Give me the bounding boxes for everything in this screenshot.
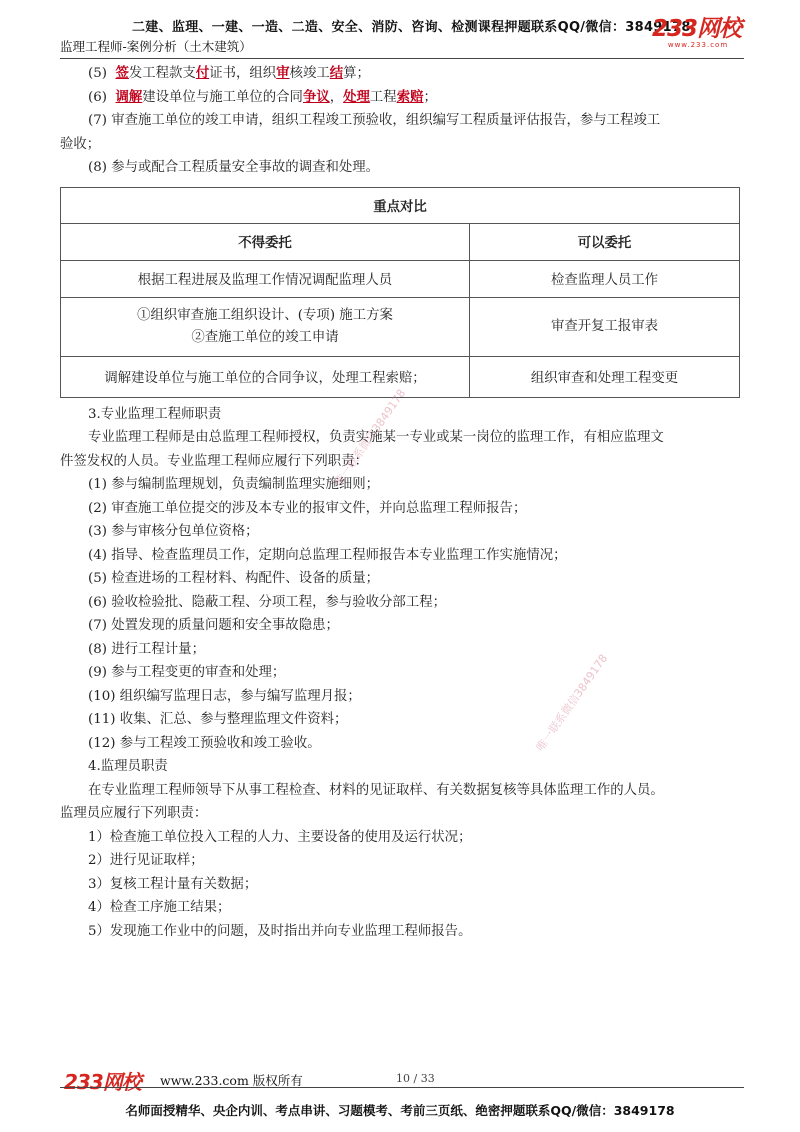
list-item: (8) 进行工程计量； <box>88 641 205 657</box>
table-row <box>61 260 740 297</box>
duty-item-7-cont: 验收； <box>60 136 101 152</box>
list-item: (7) 处置发现的质量问题和安全事故隐患； <box>88 618 339 633</box>
list-item: 2）进行见证取样； <box>88 853 204 868</box>
list-item: (4) 指导、检查监理员工作，定期向总监理工程师报告本专业监理工作实施情况； <box>88 547 567 563</box>
section-3-heading: 3.专业监理工程师职责 <box>88 406 222 422</box>
footer-divider <box>60 1087 744 1088</box>
logo-text: 233网校 <box>652 16 742 42</box>
duty-item-7: (7) 审查施工单位的竣工申请，组织工程竣工预验收，组织编写工程质量评估报告，参与工程竣工 <box>88 113 661 128</box>
list-item: 5）发现施工作业中的问题，及时指出并向专业监理工程师报告。 <box>88 923 472 939</box>
section-4-heading: 4.监理员职责 <box>88 759 168 774</box>
table-cell-right: 检查监理人员工作 <box>470 260 740 297</box>
footer-logo: 233网校 <box>64 1070 141 1094</box>
list-item: (9) 参与工程变更的审查和处理； <box>88 665 286 680</box>
comparison-table <box>60 187 740 398</box>
column-header-delegable: 可以委托 <box>470 223 740 260</box>
header-divider <box>60 58 744 59</box>
list-item: 1）检查施工单位投入工程的人力、主要设备的使用及运行状况； <box>88 829 472 845</box>
watermark: 唯一联系微信3849178 <box>331 386 409 489</box>
list-item: (11) 收集、汇总、参与整理监理文件资料； <box>88 712 348 727</box>
header-subtitle: 监理工程师-案例分析（土木建筑） <box>60 39 252 54</box>
column-header-not-delegable: 不得委托 <box>61 223 470 260</box>
table-cell-right: 审查开复工报审表 <box>470 297 740 356</box>
table-cell-left: 调解建设单位与施工单位的合同争议，处理工程索赔； <box>61 356 470 397</box>
page-header <box>60 14 744 58</box>
list-item: 3）复核工程计量有关数据； <box>88 876 258 892</box>
watermark: 唯一联系微信3849178 <box>533 651 611 754</box>
duty-item-5: (5) 签发工程款支付证书，组织审核竣工结算； <box>88 65 370 81</box>
list-item: (5) 检查进场的工程材料、构配件、设备的质量； <box>88 571 380 586</box>
list-item: (1) 参与编制监理规划，负责编制监理实施细则； <box>88 477 380 492</box>
document-body <box>60 62 744 943</box>
table-cell-left: 根据工程进展及监理工作情况调配监理人员 <box>61 260 470 297</box>
table-cell-right: 组织审查和处理工程变更 <box>470 356 740 397</box>
duty-item-6: (6) 调解建设单位与施工单位的合同争议，处理工程索赔； <box>88 88 437 105</box>
section-3-intro: 专业监理工程师是由总监理工程师授权，负责实施某一专业或某一岗位的监理工作，有相应监理文 <box>88 430 664 445</box>
brand-logo <box>652 17 744 57</box>
footer-contact-line: 名师面授精华、央企内训、考点串讲、习题模考、考前三页纸、绝密押题联系QQ/微信：3849178 <box>125 1103 675 1118</box>
table-cell-left: ①组织审查施工组织设计、(专项) 施工方案 ②查施工单位的竣工申请 <box>61 297 470 356</box>
list-item: (2) 审查施工单位提交的涉及本专业的报审文件，并向总监理工程师报告； <box>88 500 527 516</box>
section-3-intro-cont: 件签发权的人员。专业监理工程师应履行下列职责： <box>60 453 368 469</box>
header-contact-line: 二建、监理、一建、一造、二造、安全、消防、咨询、检测课程押题联系QQ/微信：3849178 <box>132 20 691 35</box>
table-title: 重点对比 <box>61 187 740 223</box>
list-item: 4）检查工序施工结果； <box>88 900 231 915</box>
page-number: 10 / 33 <box>396 1072 435 1085</box>
list-item: (12) 参与工程竣工预验收和竣工验收。 <box>88 735 321 751</box>
section-4-intro-cont: 监理员应履行下列职责： <box>60 806 208 821</box>
footer-copyright: www.233.com 版权所有 <box>160 1073 303 1088</box>
duty-item-8: (8) 参与或配合工程质量安全事故的调查和处理。 <box>88 160 380 175</box>
list-item: (3) 参与审核分包单位资格； <box>88 524 259 539</box>
table-row <box>61 297 740 356</box>
logo-url: www.233.com <box>667 41 729 49</box>
list-item: (10) 组织编写监理日志，参与编写监理月报； <box>88 688 361 704</box>
section-4-intro: 在专业监理工程师领导下从事工程检查、材料的见证取样、有关数据复核等具体监理工作的人员。 <box>88 782 664 798</box>
list-item: (6) 验收检验批、隐蔽工程、分项工程，参与验收分部工程； <box>88 594 446 610</box>
